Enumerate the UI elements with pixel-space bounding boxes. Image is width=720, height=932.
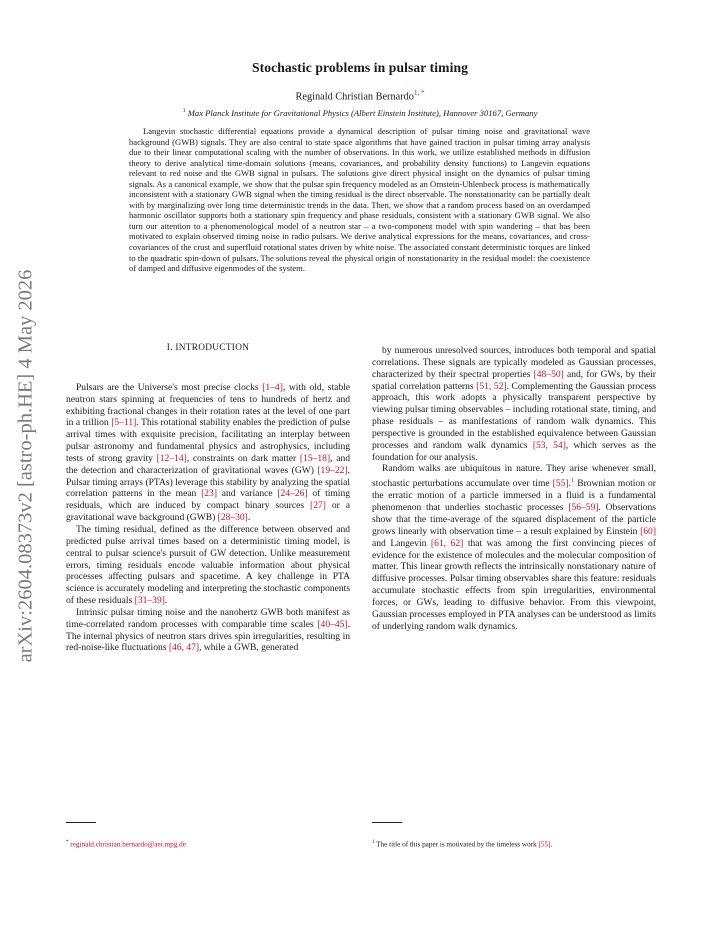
citation-link[interactable]: [60] [640, 525, 656, 537]
citation-link[interactable]: [5–11] [111, 417, 137, 429]
citation-link[interactable]: [46, 47] [168, 642, 200, 654]
body-text: . Complementing the Gaussian process approach, this work adopts a physically transparent perspective by viewing pulsar timing observables – including rotational state, timing, and phase residuals – as manifestations of random walk dynamics. This perspective is grounded in the established equivalence between Gaussian processes and random walk dynamics [372, 380, 657, 451]
paper-title: Stochastic problems in pulsar timing [251, 60, 469, 75]
footnote-1-mark: 1 [372, 840, 375, 845]
body-text: . [164, 595, 168, 607]
body-text: , which serves as the foundation for our analysis. [372, 439, 656, 463]
affil-mark: 1 [182, 108, 186, 115]
citation-link[interactable]: [27] [310, 500, 326, 512]
citation-link[interactable]: [51, 52] [476, 380, 507, 392]
citation-link[interactable]: [55] [552, 478, 569, 490]
body-text: , constraints on dark matter [186, 452, 300, 464]
right-column [372, 345, 656, 632]
citation-link[interactable]: [61, 62] [430, 537, 464, 549]
body-text: , while a GWB, generated [199, 642, 299, 654]
citation-link[interactable]: [56–59] [568, 502, 599, 514]
author-name: Reginald Christian Bernardo [295, 91, 414, 103]
body-text: of timing residuals, which are induced by compact binary sources [66, 488, 350, 512]
author-affil-mark[interactable]: 1, * [413, 89, 425, 97]
author-email-link[interactable]: reginald.christian.bernardo@aei.mpg.de [70, 840, 186, 849]
citation-link[interactable]: [15–18] [299, 452, 331, 464]
body-text: by numerous unresolved sources, introduces both temporal and spatial correlations. These signals are typically modeled as Gaussian processes, characterized by their spectral properties [372, 345, 656, 380]
body-text: . The internal physics of neutron stars drives spin irregularities, resulting in red-noise-like fluctuations [66, 618, 350, 654]
footnote-star: * [66, 840, 69, 845]
citation-link[interactable]: [12–14] [156, 452, 187, 464]
footnote-rule-right [372, 822, 402, 823]
citation-link[interactable]: [24–26] [277, 488, 308, 500]
section-heading: I. INTRODUCTION [166, 343, 250, 353]
intro-paragraph-1 [66, 382, 350, 524]
citation-link[interactable]: [53, 54] [532, 439, 566, 451]
footnote-mark[interactable]: 1 [570, 477, 575, 485]
citation-link[interactable]: [55] [538, 840, 551, 849]
body-text: or a gravitational wave background (GWB) [66, 500, 351, 524]
citation-link[interactable]: [31–39] [134, 595, 165, 607]
citation-link[interactable]: [19–22] [317, 464, 348, 476]
body-text: . This rotational stability enables the prediction of pulse arrival times with exquisite precision, facilitating an interplay between pulsar astronomy and fundamental physics and astrophysics, including tests of strong gravity [66, 417, 350, 464]
intro-paragraph-4 [372, 345, 656, 463]
body-text: The timing residual, defined as the difference between observed and predicted pulse arrival times based on a deterministic timing model, is central to pulsar science's pursuit of GW detection. Unlike measurement errors, timing residuals encode valuable information about physical processes affecting pulsars and spacetime. A key challenge in PTA science is accurately modeling and interpreting the stochastic components of these residuals [66, 523, 350, 607]
footnote-1: $^1$ The title of this paper is motivated by the timeless work [55]. [372, 840, 553, 849]
citation-link[interactable]: [40–45] [317, 618, 348, 630]
body-text: . [247, 512, 251, 524]
intro-paragraph-3 [66, 607, 350, 654]
left-column [66, 343, 350, 654]
citation-link[interactable]: [23] [201, 488, 217, 500]
citation-link[interactable]: [28–30] [217, 512, 248, 524]
body-text: and, for GWs, by their spatial correlation patterns [372, 368, 656, 392]
affiliation-text: Max Planck Institute for Gravitational Physics (Albert Einstein Institute), Hannover 30167, Germany [187, 108, 538, 118]
abstract-text: Langevin stochastic differential equations provide a dynamical description of pulsar timing noise and gravitational wave background (GWB) signals. They are also central to state space algorithms that have gained traction in pulsar timing array analysis due to their linear computational scaling with the number of observations. In this work, we utilize established methods in diffusion theory to derive analytical time-domain solutions (means, covariances, and probability density functions) to Langevin equations relevant to red noise and the GWB signal in pulsars. The solutions give direct physical insight on the dynamics of pulsar timing signals. As a canonical example, we show that the pulsar spin frequency modeled as an Ornstein-Uhlenbeck process is mathematically inconsistent with a stationary GWB signal when the timing residual is the direct observable. The nonstationarity can be partially dealt with by marginalizing over long time deterministic trends in the data. Then, we show that a random process based on an overdamped harmonic oscillator supports both a stationary spin frequency and phase residuals, consistent with a stationary GWB signal. We also turn our attention to a phenomenological model of a neutron star – a two-component model with spin wandering – that has been motivated to explain observed timing noise in radio pulsars. We derive analytical expressions for the means, covariances, and cross-covariances of the crust and superfluid rotational states driven by white noise. The associated constant deterministic torques are linked to the quadratic spin-down of pulsars. The solutions reveal the physical origin of nonstationarity in the residual model: the coexistence of damped and diffusive eigenmodes of the system. [129, 126, 590, 274]
body-text: , with old, stable neutron stars spinning at frequencies of tens to hundreds of hertz and exhibiting fractional changes in their rotation rates at the level of one part in a trillion [66, 381, 350, 429]
body-text: Pulsars are the Universe's most precise clocks [76, 381, 263, 393]
body-text: . Pulsar timing arrays (PTAs) leverage this stability by analyzing the spatial correlation patterns in the mean [66, 464, 350, 500]
citation-link[interactable]: [48–50] [533, 368, 564, 380]
footnote-email [66, 838, 186, 849]
body-text: and variance [217, 488, 278, 500]
footnote-rule-left [66, 822, 96, 823]
author-line [0, 89, 720, 102]
citation-link[interactable]: [1–4] [262, 381, 283, 393]
affiliation [0, 108, 720, 118]
intro-paragraph-2 [66, 524, 350, 607]
abstract [129, 126, 590, 274]
intro-paragraph-5: Random walks are ubiquitous in nature. They arise whenever small, stochastic perturbations accumulate over time [55].$^1$ Brownian motion or the erratic motion of a particle immersed in a fluid is a fundamental phenomenon that underlies stochastic processes [56–59]. Observations show that the time-average of the squared displacement of the particle grows linearly with observation time – a result explained by Einstein [60] and Langevin [61, 62] that was among the first convincing pieces of evidence for the existence of molecules and the molecular composition of matter. This linear growth reflects the intrinsically nonstationary nature of diffusive processes. Pulsar timing observables share this feature: residuals accumulate stochastic effects from spin irregularities, environmental forces, or GWs, leading to diffusive behavior. From this viewpoint, Gaussian processes employed in PTA analyses can be understood as limits of underlying random walk dynamics. [372, 463, 656, 632]
arxiv-identifier: arXiv:2604.08373v2 [astro-ph.HE] 4 May 2026 [14, 269, 37, 663]
body-text: Intrinsic pulsar timing noise and the nanohertz GWB both manifest as time-correlated random processes with comparable time scales [66, 606, 350, 630]
body-text: , and the detection and characterization of gravitational waves (GW) [66, 452, 350, 476]
